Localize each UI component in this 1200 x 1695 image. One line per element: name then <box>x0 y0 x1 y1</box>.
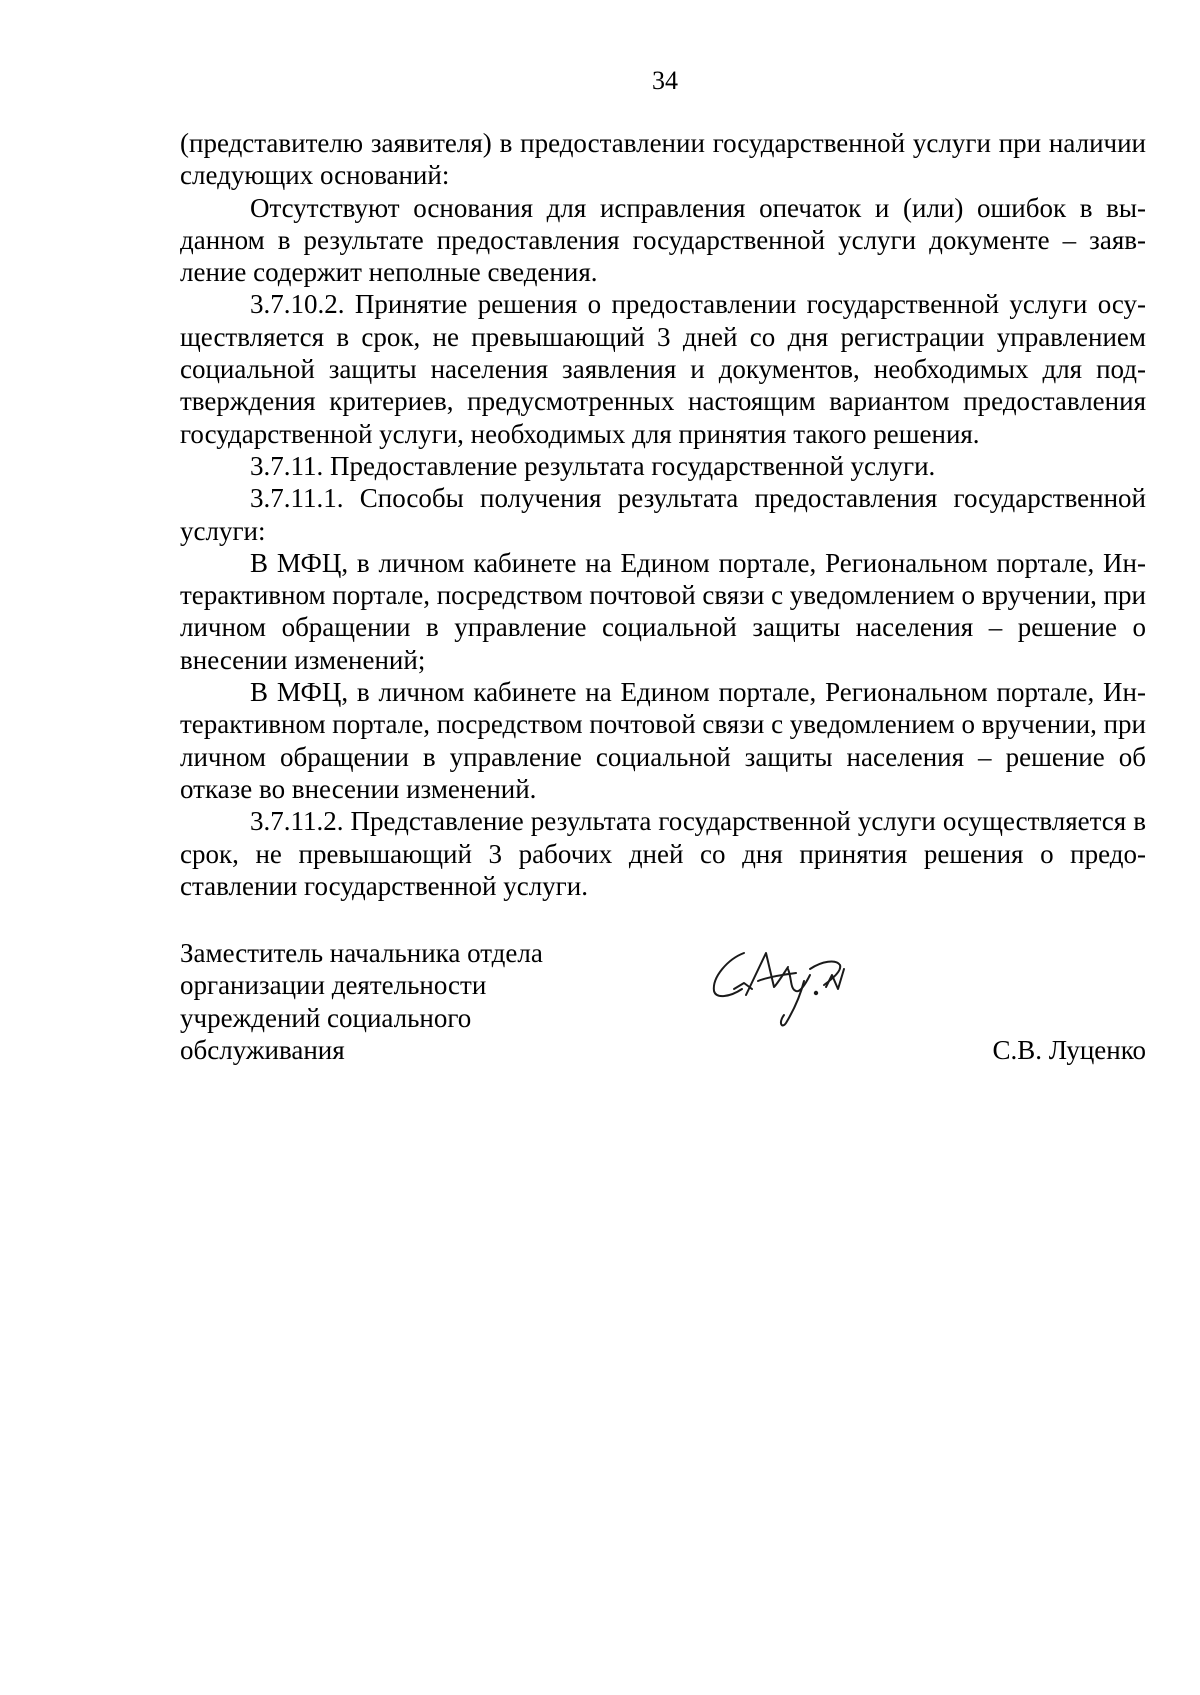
paragraph-7: В МФЦ, в личном кабинете на Едином портале, Региональном портале, Интерактивном портале, посредством почтовой связи с уведомлением о вручении, при личном обращении в управление социальной защиты населения – решение об отказе во внесении изменений. <box>180 677 1146 804</box>
signatory-position-line: Заместитель начальника отдела <box>180 938 543 968</box>
paragraph-6: В МФЦ, в личном кабинете на Едином портале, Региональном портале, Интерактивном портале, посредством почтовой связи с уведомлением о вручении, при личном обращении в управление социальной защиты населения – решение о внесении изменений; <box>180 547 1146 675</box>
paragraph-4: 3.7.11. Предоставление результата государственной услуги. <box>250 450 936 481</box>
paragraph-5: 3.7.11.1. Способы получения результата предоставления государственной услуги: <box>180 483 1146 546</box>
paragraph-1: (представителю заявителя) в предоставлении государственной услуги при наличии следующих оснований: <box>180 128 1146 191</box>
signatory-name: С.В. Луценко <box>992 1035 1146 1065</box>
paragraph-2: Отсутствуют основания для исправления опечаток и (или) ошибок в выданном в результате предоставления государственной услуги документе – заявление содержит неполные сведения. <box>180 192 1146 288</box>
handwritten-signature <box>700 939 870 1039</box>
signatory-position-line: организации деятельности <box>180 970 487 1001</box>
signatory-position <box>180 937 640 1066</box>
page-number: 34 <box>652 66 678 95</box>
signatory-position-line: обслуживания <box>180 1034 345 1065</box>
signature-block <box>180 937 1146 1077</box>
signatory-position-line: учреждений социального <box>180 1002 472 1033</box>
paragraph-8: 3.7.11.2. Представление результата государственной услуги осуществляется в срок, не превышающий 3 рабочих дней со дня принятия решения о предоставлении государственной услуги. <box>180 806 1146 901</box>
document-body <box>180 127 1146 902</box>
paragraph-3: 3.7.10.2. Принятие решения о предоставлении государственной услуги осуществляется в срок, не превышающий 3 дней со дня регистрации управлением социальной защиты населения заявления и документов, необходимых для подтверждения критериев, предусмотренных настоящим вариантом предоставления государственной услуги, необходимых для принятия такого решения. <box>180 289 1146 449</box>
